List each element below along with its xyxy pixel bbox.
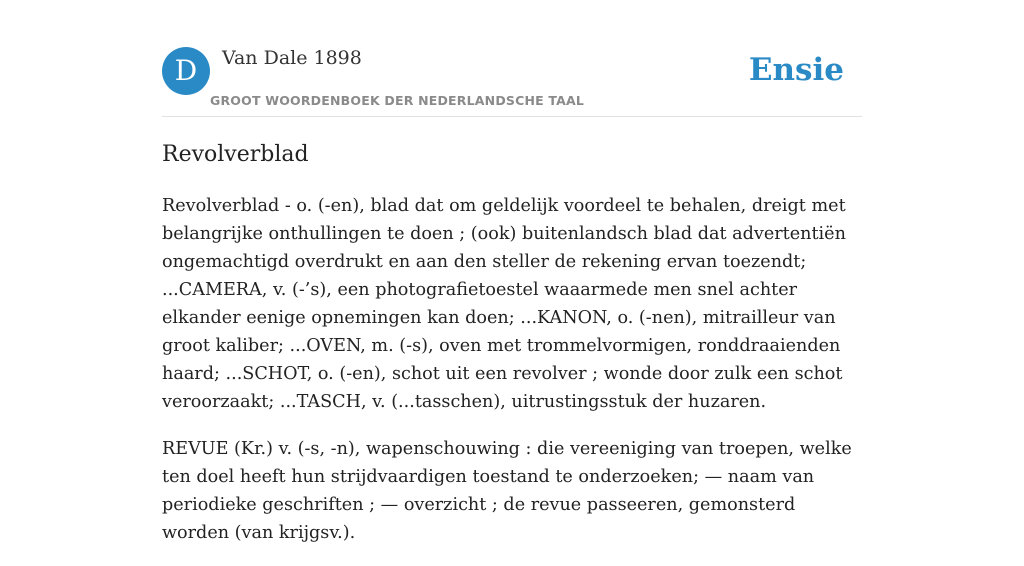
dictionary-name-link[interactable]: Van Dale 1898 <box>222 47 362 69</box>
entry-title: Revolverblad <box>162 142 309 167</box>
definition-paragraph: Revolverblad - o. (-en), blad dat om geldelijk voordeel te behalen, dreigt met belangrijke onthullingen te doen ; (ook) buitenlandsch blad dat advertentiën ongemachtigd overdrukt en aan den steller de rekening ervan toezendt; ...CAMERA, v. (-’s), een photografietoestel waaarmede men snel achter elkander eenige opnemingen kan doen; ...KANON, o. (-nen), mitrailleur van groot kaliber; ...OVEN, m. (-s), oven met trommelvormigen, ronddraaienden haard; ...SCHOT, o. (-en), schot uit een revolver ; wonde door zulk een schot veroorzaakt; ...TASCH, v. (...tasschen), uitrustingsstuk der huzaren. <box>162 196 846 412</box>
entry-definition <box>162 192 862 566</box>
dictionary-subtitle: GROOT WOORDENBOEK DER NEDERLANDSCHE TAAL <box>210 93 585 108</box>
ensie-brand-logo[interactable]: Ensie <box>748 52 844 88</box>
dictionary-logo-icon[interactable]: D <box>162 47 210 95</box>
definition-paragraph: REVUE (Kr.) v. (-s, -n), wapenschouwing : die vereeniging van troepen, welke ten doel heeft hun strijdvaardigen toestand te onderzoeken; — naam van periodieke geschriften ; — overzicht ; de revue passeeren, gemonsterd worden (van krijgsv.). <box>162 439 852 543</box>
dictionary-header <box>162 46 862 117</box>
